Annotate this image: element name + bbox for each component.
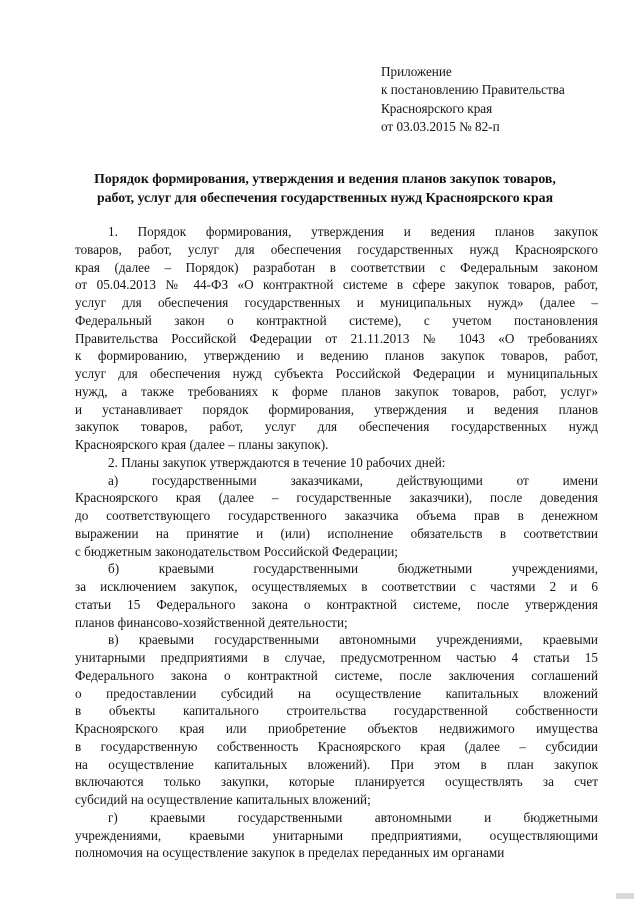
text-line: края (далее – Порядок) разработан в соответствии с Федеральным законом: [75, 259, 598, 275]
text-line: услуг для обеспечения нужд субъекта Российской Федерации и муниципальных: [75, 366, 598, 381]
text-line: нужд, а также требованиях к форме планов закупок товаров, работ, услуг»: [75, 383, 598, 399]
text-line: от 05.04.2013 № 44-ФЗ «О контрактной системе в сфере закупок товаров, работ,: [75, 277, 598, 293]
text-line: учреждениями, краевыми унитарными предприятиями, осуществляющими: [75, 827, 598, 843]
text-line: статьи 15 Федерального закона о контрактной системе, после утверждения: [75, 596, 598, 612]
text-line: унитарными предприятиями в случае, предусмотренном частью 4 статьи 15: [75, 650, 598, 665]
document-title: [60, 170, 590, 207]
appendix-line: от 03.03.2015 № 82-п: [381, 119, 500, 135]
text-line: и устанавливает порядок формирования, утверждения и ведения планов: [75, 401, 598, 417]
text-line: а) государственными заказчиками, действующими от имени: [108, 472, 598, 488]
text-line: закупок товаров, работ, услуг для обеспечения государственных нужд: [75, 419, 598, 435]
text-line: г) краевыми государственными автономными и бюджетными: [108, 809, 598, 825]
text-line: 2. Планы закупок утверждаются в течение 10 рабочих дней:: [108, 454, 446, 470]
title-line: работ, услуг для обеспечения государственных нужд Красноярского края: [96, 189, 554, 205]
text-line: услуг для обеспечения государственных и муниципальных нужд» (далее –: [75, 295, 598, 310]
text-line: в) краевыми государственными автономными учреждениями, краевыми: [108, 632, 598, 648]
text-line: за исключением закупок, осуществляемых в соответствии с частями 2 и 6: [75, 579, 598, 594]
text-line: в объекты капитального строительства государственной собственности: [75, 703, 598, 719]
text-line: Красноярского края (далее – государственные заказчики), после доведения: [75, 490, 598, 506]
text-line: товаров, работ, услуг для обеспечения государственных нужд Красноярского: [75, 241, 598, 257]
text-line: Красноярского края или приобретение объектов недвижимого имущества: [75, 721, 598, 736]
appendix-line: к постановлению Правительства: [381, 82, 565, 98]
text-line: до соответствующего государственного заказчика объема прав в денежном: [75, 508, 598, 523]
text-line: с бюджетным законодательством Российской Федерации;: [75, 543, 398, 559]
text-line: Федерального закона о контрактной системе, после заключения соглашений: [75, 667, 598, 683]
paragraph-p1: [75, 223, 598, 454]
text-line: включаются только закупки, которые планируется осуществлять за счет: [75, 774, 598, 790]
appendix-line: Приложение: [381, 64, 452, 79]
page-edge-mark: [616, 893, 634, 899]
text-line: Правительства Российской Федерации от 21.11.2013 № 1043 «О требованиях: [75, 330, 598, 346]
text-line: планов финансово-хозяйственной деятельности;: [75, 614, 348, 630]
text-line: субсидий на осуществление капитальных вложений;: [75, 792, 371, 807]
text-line: Красноярского края (далее – планы закупок).: [75, 437, 329, 452]
appendix-line: Красноярского края: [381, 100, 493, 116]
text-line: б) краевыми государственными бюджетными учреждениями,: [108, 561, 598, 577]
document-body: [75, 223, 598, 862]
paragraph-p2: [75, 454, 598, 472]
text-line: на осуществление капитальных вложений). При этом в план закупок: [75, 756, 598, 772]
text-line: выражении на принятие и (или) исполнение обязательств в соответствии: [75, 525, 598, 541]
text-line: полномочия на осуществление закупок в пределах переданных им органами: [75, 845, 505, 861]
text-line: о предоставлении субсидий на осуществление капитальных вложений: [75, 685, 598, 701]
appendix-block: [381, 63, 621, 137]
title-line: Порядок формирования, утверждения и ведения планов закупок товаров,: [94, 171, 556, 186]
text-line: в государственную собственность Красноярского края (далее – субсидии: [75, 738, 598, 754]
text-line: Федеральный закон о контрактной системе), с учетом постановления: [75, 312, 598, 328]
paragraph-p2a: [75, 472, 598, 561]
paragraph-p2g: [75, 809, 598, 862]
paragraph-p2v: [75, 631, 598, 809]
text-line: к формированию, утверждению и ведению планов закупок товаров, работ,: [75, 348, 598, 364]
paragraph-p2b: [75, 560, 598, 631]
text-line: 1. Порядок формирования, утверждения и ведения планов закупок: [108, 224, 598, 239]
